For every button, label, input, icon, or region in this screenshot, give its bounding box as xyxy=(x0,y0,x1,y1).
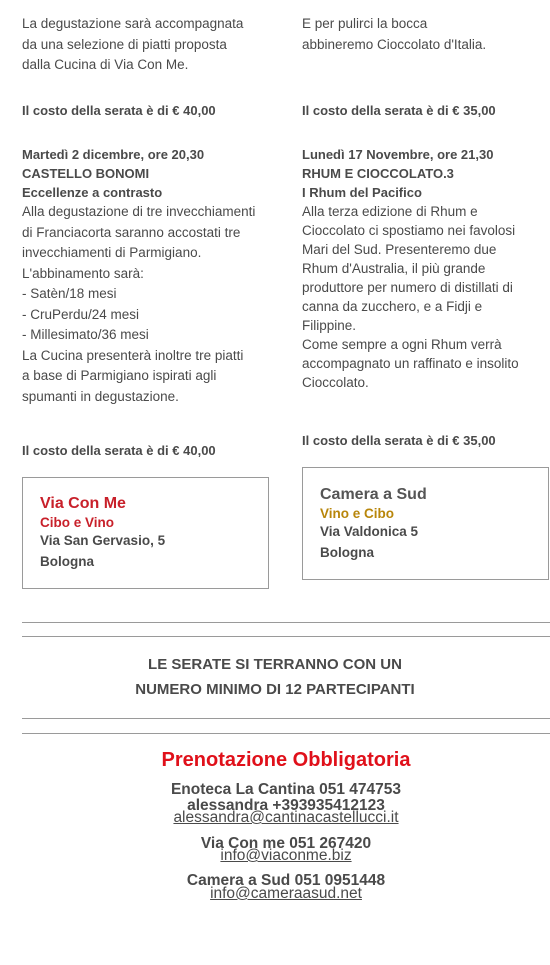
booking-section xyxy=(22,0,550,965)
left-price-2: Il costo della serata è di € 40,00 xyxy=(22,443,216,458)
viaconme-email-link[interactable]: info@viaconme.biz xyxy=(220,847,352,864)
venue-name: Camera a Sud xyxy=(320,486,427,503)
left-intro-line: dalla Cucina di Via Con Me. xyxy=(22,57,189,72)
left-body-line: - CruPerdu/24 mesi xyxy=(22,306,140,322)
left-body-line: di Franciacorta saranno accostati tre xyxy=(22,224,241,240)
left-body-line: a base di Parmigiano ispirati agli xyxy=(22,368,217,383)
right-body-line: Filippine. xyxy=(302,318,357,333)
left-body-line: - Millesimato/36 mesi xyxy=(22,327,149,342)
right-price-2: Il costo della serata è di € 35,00 xyxy=(302,433,496,448)
notice-line: NUMERO MINIMO DI 12 PARTECIPANTI xyxy=(135,681,415,698)
left-event-name: CASTELLO BONOMI xyxy=(22,166,150,181)
venue-tagline: Vino e Cibo xyxy=(320,506,395,521)
viaconme-phone: Via Con me 051 267420 xyxy=(200,835,372,852)
left-body-line: spumanti in degustazione. xyxy=(22,388,179,404)
alessandra-email-link[interactable]: alessandra@cantinacastellucci.it xyxy=(173,809,399,826)
right-body-line: Mari del Sud. Presenteremo due xyxy=(302,242,497,257)
left-intro-line: La degustazione sarà accompagnata xyxy=(22,16,244,31)
right-body-line: canna da zucchero, e a Fidji e xyxy=(302,299,483,314)
left-intro-line: da una selezione di piatti proposta xyxy=(22,36,227,52)
right-event-subtitle: I Rhum del Pacifico xyxy=(302,185,422,200)
right-body-line: Come sempre a ogni Rhum verrà xyxy=(302,337,502,352)
camera-phone: Camera a Sud 051 0951448 xyxy=(186,872,386,889)
right-intro-line: abbineremo Cioccolato d'Italia. xyxy=(302,36,487,52)
booking-title: Prenotazione Obbligatoria xyxy=(161,749,411,771)
venue-name: Via Con Me xyxy=(40,495,126,512)
right-body-line: accompagnato un raffinato e insolito xyxy=(302,356,519,371)
right-event-date: Lunedì 17 Novembre, ore 21,30 xyxy=(302,147,494,162)
alessandra-phone: alessandra +393935412123 xyxy=(187,797,385,814)
camera-email-link[interactable]: info@cameraasud.net xyxy=(210,885,362,902)
right-body-line: Alla terza edizione di Rhum e xyxy=(302,204,478,219)
left-body-line: invecchiamenti di Parmigiano. xyxy=(22,245,202,260)
right-body-line: produttore per numero di distillati di xyxy=(302,280,513,295)
right-body-line: Rhum d'Australia, il più grande xyxy=(302,261,486,276)
left-event-date: Martedì 2 dicembre, ore 20,30 xyxy=(22,147,205,162)
left-body-line: La Cucina presenterà inoltre tre piatti xyxy=(22,347,244,363)
right-body-line: Cioccolato ci spostiamo nei favolosi xyxy=(302,223,516,238)
left-body-line: Alla degustazione di tre invecchiamenti xyxy=(22,204,256,219)
right-price-1: Il costo della serata è di € 35,00 xyxy=(302,103,496,118)
notice-line: LE SERATE SI TERRANNO CON UN xyxy=(148,656,402,673)
venue-city: Bologna xyxy=(320,545,374,560)
right-body-line: Cioccolato. xyxy=(302,375,369,390)
enoteca-phone: Enoteca La Cantina 051 474753 xyxy=(170,781,402,798)
left-body-line: - Satèn/18 mesi xyxy=(22,286,117,301)
left-price-1: Il costo della serata è di € 40,00 xyxy=(22,103,216,118)
venue-street: Via San Gervasio, 5 xyxy=(40,533,166,548)
venue-city: Bologna xyxy=(40,554,94,569)
left-body-line: L'abbinamento sarà: xyxy=(22,265,144,281)
venue-tagline: Cibo e Vino xyxy=(40,515,115,530)
left-event-subtitle: Eccellenze a contrasto xyxy=(22,185,163,200)
right-intro-line: E per pulirci la bocca xyxy=(302,16,428,31)
venue-street: Via Valdonica 5 xyxy=(320,524,419,539)
right-event-name: RHUM E CIOCCOLATO.3 xyxy=(302,166,454,181)
